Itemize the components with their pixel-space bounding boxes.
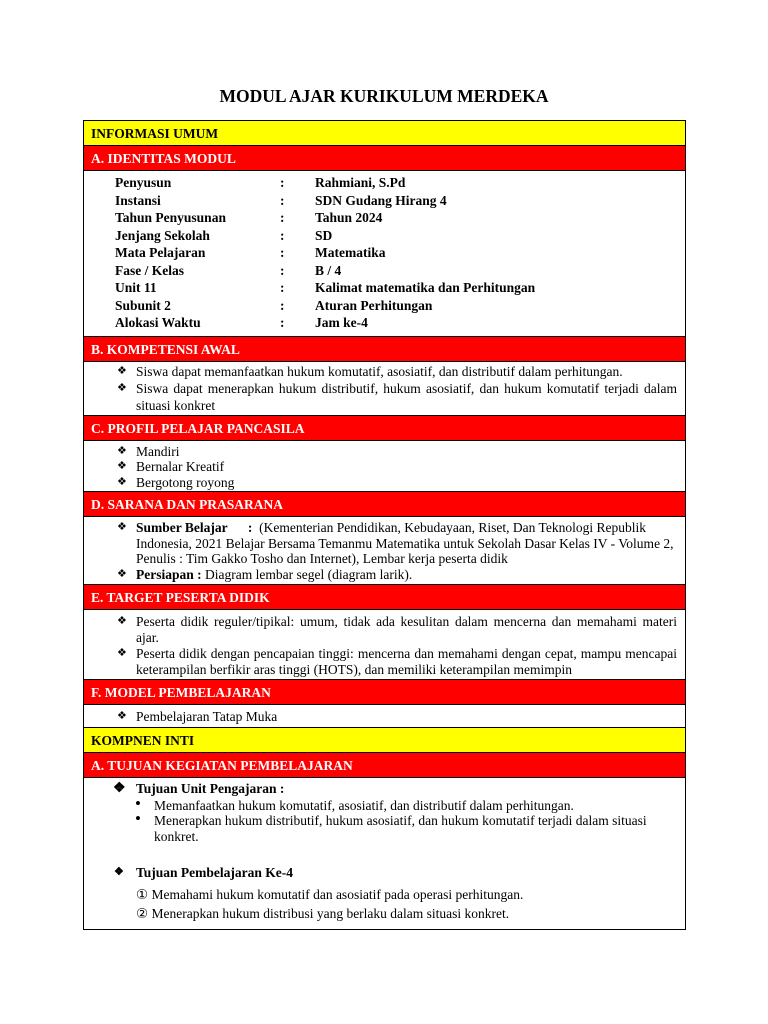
list-item: ❖ Peserta didik reguler/tipikal: umum, tidak ada kesulitan dalam mencerna dan memahami materi ajar.: [117, 614, 677, 645]
persiapan-text: Diagram lembar segel (diagram larik).: [205, 566, 413, 582]
sumber-belajar-colon: :: [247, 520, 253, 535]
identity-row-alokasi: Alokasi Waktu : Jam ke-4: [115, 315, 368, 330]
identity-row-fase: Fase / Kelas : B / 4: [115, 262, 342, 278]
profil-section: [84, 441, 685, 493]
tujuan-ke4-heading: ❖ Tujuan Pembelajaran Ke-4: [114, 865, 294, 880]
tujuan-section: [84, 778, 685, 929]
list-item: ❖ Bergotong royong: [117, 475, 677, 491]
list-item: ❖ Siswa dapat menerapkan hukum distributif, hukum asosiatif, dan hukum komutatif terjadi dalam situasi konkret: [117, 380, 677, 414]
section-header-tujuan: A. TUJUAN KEGIATAN PEMBELAJARAN: [84, 753, 685, 778]
section-header-informasi-umum: INFORMASI UMUM: [84, 121, 685, 146]
module-table: [83, 120, 686, 930]
identity-row-subunit: Subunit 2 : Aturan Perhitungan: [115, 297, 433, 313]
list-item-sumber-belajar: [117, 520, 677, 567]
list-item: • Memanfaatkan hukum komutatif, asosiatif, dan distributif dalam perhitungan.: [134, 798, 677, 814]
identity-row-tahun: Tahun Penyusunan : Tahun 2024: [115, 210, 383, 225]
diamond-bullet-icon: ❖: [114, 866, 124, 878]
list-item: ❖ Mandiri: [117, 444, 677, 460]
identity-row-penyusun: Penyusun : Rahmiani, S.Pd: [115, 175, 406, 190]
section-header-identitas-modul: A. IDENTITAS MODUL: [84, 146, 685, 171]
model-section: [84, 705, 685, 728]
list-item: ❖ Siswa dapat memanfaatkan hukum komutatif, asosiatif, dan distributif dalam perhitungan.: [117, 363, 677, 380]
target-section: [84, 610, 685, 680]
numbered-item: ② Menerapkan hukum distribusi yang berlaku dalam situasi konkret.: [136, 905, 510, 921]
section-header-target: E. TARGET PESERTA DIDIK: [84, 585, 685, 610]
list-item: • Menerapkan hukum distributif, hukum asosiatif, dan hukum komutatif terjadi dalam situasi konkret.: [134, 813, 677, 844]
identitas-section: [84, 171, 685, 337]
list-item: ❖ Peserta didik dengan pencapaian tinggi: mencerna dan memahami dengan cepat, mampu mencapai keterampilan berfikir aras tinggi (HOTS), dan memiliki keterampilan memimpin: [117, 646, 677, 677]
sarana-section: [84, 517, 685, 585]
list-item: ❖ Bernalar Kreatif: [117, 459, 677, 475]
tujuan-unit-heading: ❖ Tujuan Unit Pengajaran :: [113, 781, 285, 796]
sumber-belajar-text: (Kementerian Pendidikan, Kebudayaan, Riset, Dan Teknologi Republik Indonesia, 2021 Belajar Bersama Temanmu Matematika untuk Sekolah Dasar Kelas IV - Volume 2, Penulis : Tim Gakko Tosho dan Internet), Lembar kerja peserta didik: [136, 520, 674, 566]
section-header-profil-pelajar: C. PROFIL PELAJAR PANCASILA: [84, 416, 685, 441]
diamond-bullet-icon: ❖: [113, 781, 126, 796]
document-title: MODUL AJAR KURIKULUM MERDEKA: [219, 86, 549, 106]
section-header-kompetensi-awal: B. KOMPETENSI AWAL: [84, 337, 685, 362]
kompetensi-section: [84, 362, 685, 416]
section-header-model: F. MODEL PEMBELAJARAN: [84, 680, 685, 705]
identity-row-unit: Unit 11 : Kalimat matematika dan Perhitungan: [115, 280, 536, 295]
identity-row-jenjang: Jenjang Sekolah : SD: [115, 227, 333, 243]
section-header-sarana: D. SARANA DAN PRASARANA: [84, 492, 685, 517]
identity-row-mapel: Mata Pelajaran : Matematika: [115, 245, 386, 260]
list-item-persiapan: [117, 567, 677, 583]
section-header-komponen-inti: KOMPNEN INTI: [84, 728, 685, 753]
persiapan-label: Persiapan :: [136, 566, 202, 582]
identity-row-instansi: Instansi : SDN Gudang Hirang 4: [115, 192, 447, 208]
numbered-item: ① Memahami hukum komutatif dan asosiatif pada operasi perhitungan.: [136, 886, 524, 902]
list-item: ❖ Pembelajaran Tatap Muka: [117, 708, 677, 725]
sumber-belajar-label: Sumber Belajar: [136, 520, 228, 535]
